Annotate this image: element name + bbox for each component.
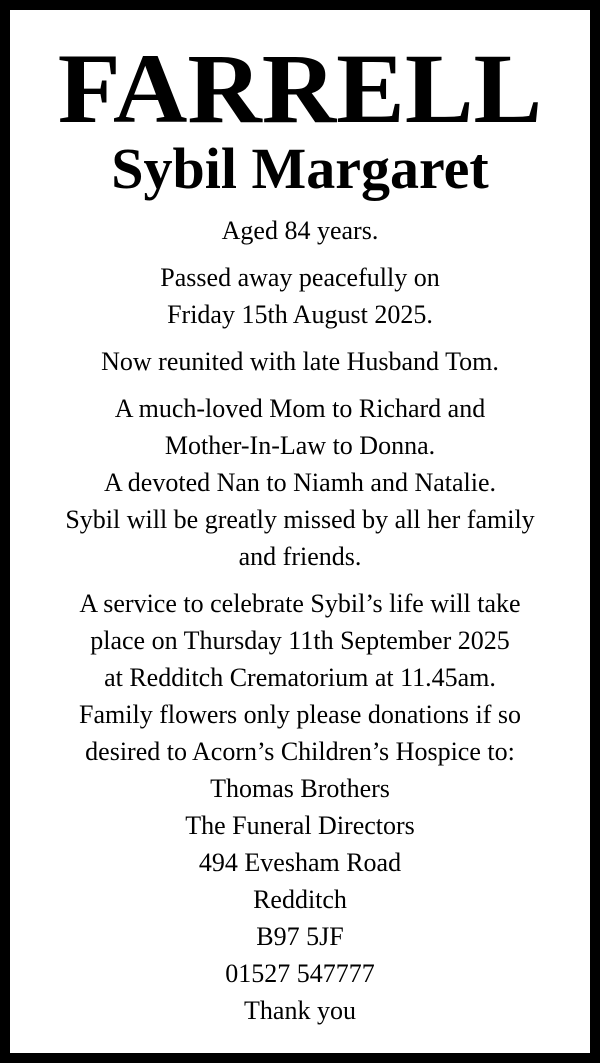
paragraph-service [10, 585, 590, 1029]
notice-line: Friday 15th August 2025. [167, 300, 433, 329]
paragraph-family [10, 390, 590, 575]
closing-thanks: Thank you [244, 996, 356, 1025]
notice-line: at Redditch Crematorium at 11.45am. [104, 663, 496, 692]
address-street: 494 Evesham Road [198, 848, 402, 877]
notice-line: A much-loved Mom to Richard and [114, 394, 486, 423]
paragraph-passing [10, 259, 590, 333]
paragraph-reunited [10, 343, 590, 380]
notice-line: desired to Acorn’s Children’s Hospice to: [85, 737, 515, 766]
phone-number: 01527 547777 [225, 959, 375, 988]
notice-line: Family flowers only please donations if so [79, 700, 521, 729]
notice-line: Now reunited with late Husband Tom. [101, 347, 499, 376]
funeral-director-name: Thomas Brothers [210, 774, 390, 803]
address-postcode: B97 5JF [256, 922, 344, 951]
surname-heading: FARRELL [57, 33, 543, 144]
notice-line: place on Thursday 11th September 2025 [90, 626, 510, 655]
funeral-director-title: The Funeral Directors [185, 811, 415, 840]
notice-line: Mother-In-Law to Donna. [164, 431, 436, 460]
notice-line: A service to celebrate Sybil’s life will take [79, 589, 521, 618]
forenames-heading: Sybil Margaret [111, 136, 489, 201]
notice-line: Passed away peacefully on [160, 263, 440, 292]
notice-line: Sybil will be greatly missed by all her family [65, 505, 535, 534]
notice-line: A devoted Nan to Niamh and Natalie. [103, 468, 497, 497]
paragraph-age [10, 212, 590, 249]
notice-line: Aged 84 years. [221, 216, 379, 245]
notice-line: and friends. [238, 542, 362, 571]
address-town: Redditch [253, 885, 347, 914]
notice-body [10, 212, 590, 1029]
